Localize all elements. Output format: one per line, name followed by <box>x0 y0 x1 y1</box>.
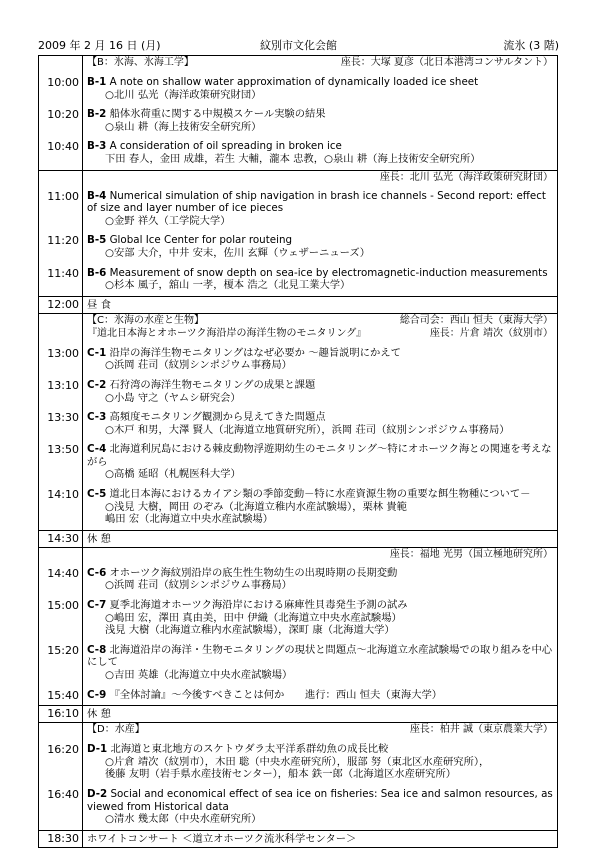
talk-authors: 後藤 友明（岩手県水産技術センター），船本 鉄一郎（北海道区水産研究所） <box>105 768 457 781</box>
talk-authors: 浅見 大樹（北海道立稚内水産試験場），深町 康（北海道大学） <box>105 624 395 637</box>
talk-code: B-6 <box>87 266 107 279</box>
talk-code: C-5 <box>87 488 107 501</box>
page-header <box>38 38 559 54</box>
content-cell <box>83 73 558 105</box>
header-venue: 紋別市文化会館 <box>260 39 337 52</box>
content-cell <box>83 105 558 137</box>
schedule-row <box>39 723 558 741</box>
content-cell <box>83 264 558 297</box>
session-header <box>87 315 553 328</box>
content-cell <box>83 376 558 408</box>
time-label: 14:10 <box>47 488 79 502</box>
talk-authors: ○浜岡 荘司（紋別シンポジウム事務局） <box>105 359 292 372</box>
time-cell <box>39 686 83 706</box>
content-cell <box>83 313 558 344</box>
talk-title <box>87 190 553 215</box>
content-cell <box>83 187 558 232</box>
talk-authors: ○北川 弘光（海洋政策研究財団） <box>105 88 262 101</box>
time-cell <box>39 530 83 547</box>
schedule-row <box>39 530 558 547</box>
time-cell <box>39 187 83 232</box>
schedule-row <box>39 264 558 297</box>
talk-title <box>87 488 553 501</box>
session-chair: 座長：柏井 誠（東京農業大学） <box>409 724 553 736</box>
time-cell <box>39 105 83 137</box>
talk-title <box>87 689 553 702</box>
talk-title <box>87 599 553 612</box>
talk-authors: ○高橋 延昭（札幌医科大学） <box>105 468 241 481</box>
time-cell <box>39 564 83 596</box>
time-label: 13:30 <box>47 411 79 425</box>
schedule-row <box>39 830 558 847</box>
session-chair: 総合司会：西山 恒夫（東海大学） <box>399 314 553 326</box>
talk-authors: ○浅見 大樹，岡田 のぞみ（北海道立稚内水産試験場），栗林 貴範 <box>105 500 407 513</box>
schedule-row <box>39 485 558 530</box>
talk-title-text: 北海道利尻島における棘皮動物浮遊期幼生のモニタリング～特にオホーツク海との関連を考えながら <box>87 443 552 468</box>
talk-title-text: A note on shallow water approximation of dynamically loaded ice sheet <box>109 76 479 88</box>
time-cell <box>39 408 83 440</box>
session-subheader <box>87 328 553 341</box>
content-cell <box>83 170 558 187</box>
time-cell <box>39 231 83 263</box>
schedule-row <box>39 296 558 313</box>
talk-authors: ○杉本 風子，舘山 一孝，榎本 浩之（北見工業大学） <box>105 279 351 292</box>
content-cell <box>83 641 558 686</box>
time-label: 14:30 <box>47 531 79 545</box>
talk-authors: ○嶋田 宏，澤田 真由美，田中 伊織（北海道立中央水産試験場） <box>105 611 402 624</box>
time-cell <box>39 723 83 741</box>
talk-title-text: 北海道沿岸の海洋・生物モニタリングの現状と問題点～北海道立水産試験場での取り組みを中心にして <box>87 643 553 669</box>
content-cell <box>83 56 558 74</box>
schedule-row <box>39 313 558 344</box>
talk-title-text: 夏季北海道オホーツク海沿岸における麻痺性貝毒発生予測の試み <box>109 599 408 612</box>
talk-title <box>87 567 553 580</box>
schedule-row <box>39 73 558 105</box>
time-cell <box>39 485 83 530</box>
time-label: 11:20 <box>47 234 79 248</box>
talk-code: B-2 <box>87 108 107 121</box>
content-cell <box>83 740 558 785</box>
time-label: 11:40 <box>47 266 79 280</box>
talk-title <box>87 140 553 153</box>
time-cell <box>39 785 83 830</box>
content-cell <box>83 706 558 723</box>
talk-authors: ○吉田 英雄（北海道立中央水産試験場） <box>105 669 293 681</box>
talk-authors: ○清水 幾太郎（中央水産研究所） <box>105 813 262 826</box>
time-label: 11:00 <box>47 189 79 203</box>
time-cell <box>39 440 83 485</box>
content-cell <box>83 440 558 485</box>
schedule-row <box>39 344 558 376</box>
break-label: 昼 食 <box>87 298 111 311</box>
time-label: 16:40 <box>47 787 79 801</box>
content-cell <box>83 596 558 641</box>
talk-code: B-5 <box>87 234 107 247</box>
break-label: 休 憩 <box>87 708 111 721</box>
talk-title-text: Measurement of snow depth on sea-ice by electromagnetic-induction measurements <box>109 266 548 279</box>
content-cell <box>83 564 558 596</box>
time-cell <box>39 170 83 187</box>
time-label: 10:40 <box>47 140 79 154</box>
talk-authors: 嶋田 宏（北海道立中央水産試験場） <box>105 513 274 526</box>
time-cell <box>39 740 83 785</box>
content-cell <box>83 231 558 263</box>
break-label: ホワイトコンサート ＜道立オホーツク流氷科学センター＞ <box>87 832 357 845</box>
content-cell <box>83 830 558 847</box>
talk-authors: ○安部 大介，中井 安末，佐川 玄輝（ウェザーニューズ） <box>105 246 371 259</box>
session-chair: 座長：北川 弘光（海洋政策研究財団） <box>379 171 553 183</box>
session-title: 【D：水産】 <box>87 724 145 736</box>
time-cell <box>39 264 83 297</box>
talk-title <box>87 108 553 121</box>
schedule-row <box>39 105 558 137</box>
content-cell <box>83 785 558 830</box>
schedule-row <box>39 596 558 641</box>
time-label: 13:10 <box>47 378 79 392</box>
time-label: 15:20 <box>47 643 79 657</box>
talk-code: B-3 <box>87 140 107 153</box>
header-room: 流氷 (3 階) <box>503 39 559 52</box>
talk-title-text: 『全体討論』～今後すべきことは何か 進行：西山 恒夫（東海大学） <box>109 688 443 701</box>
time-cell <box>39 641 83 686</box>
time-label: 16:10 <box>47 707 79 721</box>
talk-title <box>87 443 553 468</box>
time-cell <box>39 344 83 376</box>
talk-title-text: Numerical simulation of ship navigation in brash ice channels - Second report: effect of size and layer number of ice pieces <box>87 189 546 215</box>
time-label: 15:00 <box>47 599 79 613</box>
content-cell <box>83 723 558 741</box>
talk-authors: ○小島 守之（ヤムシ研究会） <box>105 391 241 404</box>
session-title: 【C：氷海の水産と生物】 <box>87 314 204 326</box>
talk-code: C-4 <box>87 443 107 456</box>
schedule-row <box>39 170 558 187</box>
talk-title <box>87 379 553 392</box>
talk-code: C-1 <box>87 346 107 359</box>
break-label: 休 憩 <box>87 532 111 545</box>
schedule-row <box>39 408 558 440</box>
talk-code: C-7 <box>87 599 107 612</box>
session-header <box>87 57 553 70</box>
time-label: 10:00 <box>47 76 79 89</box>
talk-title-text: 高頻度モニタリング観測から見えてきた問題点 <box>109 411 326 424</box>
talk-title-text: 船体氷荷重に関する中規模スケール実験の結果 <box>109 108 326 121</box>
header-date: 2009 年 2 月 16 日 (月) <box>38 39 161 52</box>
talk-title <box>87 76 553 89</box>
talk-code: C-2 <box>87 378 107 391</box>
content-cell <box>83 408 558 440</box>
time-cell <box>39 596 83 641</box>
talk-title <box>87 234 553 247</box>
talk-code: C-3 <box>87 411 107 424</box>
talk-title <box>87 788 553 813</box>
talk-title-text: Global Ice Center for polar routeing <box>109 234 293 247</box>
content-cell <box>83 547 558 564</box>
content-cell <box>83 485 558 530</box>
schedule-row <box>39 440 558 485</box>
content-cell <box>83 296 558 313</box>
schedule-row <box>39 231 558 263</box>
talk-authors: ○木戸 和男，大澤 賢人（北海道立地質研究所），浜岡 荘司（紋別シンポジウム事務局） <box>105 423 510 436</box>
time-label: 15:40 <box>47 688 79 702</box>
time-cell <box>39 313 83 344</box>
talk-code: C-9 <box>87 688 107 701</box>
time-label: 12:00 <box>47 297 79 311</box>
time-cell <box>39 296 83 313</box>
talk-title-text: 沿岸の海洋生物モニタリングはなぜ必要か ～趣旨説明にかえて <box>109 346 401 359</box>
schedule-row <box>39 641 558 686</box>
schedule-row <box>39 547 558 564</box>
schedule-row <box>39 376 558 408</box>
talk-authors: 下田 春人，金田 成雄，若生 大輔，瀧本 忠教，○泉山 耕（海上技術安全研究所） <box>105 152 481 165</box>
time-cell <box>39 376 83 408</box>
time-cell <box>39 56 83 74</box>
time-cell <box>39 830 83 847</box>
content-cell <box>83 686 558 706</box>
time-cell <box>39 137 83 170</box>
talk-authors: ○泉山 耕（海上技術安全研究所） <box>105 120 262 133</box>
time-label: 18:30 <box>47 831 79 845</box>
talk-code: D-1 <box>87 743 108 756</box>
talk-title-text: A consideration of oil spreading in broken ice <box>109 140 342 153</box>
schedule-row <box>39 740 558 785</box>
talk-title-text: 北海道と東北地方のスケトウダラ太平洋系群幼魚の成長比較 <box>110 743 389 756</box>
schedule-row <box>39 706 558 723</box>
content-cell <box>83 344 558 376</box>
time-label: 13:50 <box>47 443 79 457</box>
talk-authors: ○片倉 靖次（紋別市），木田 聡（中央水産研究所），服部 努（東北区水産研究所）， <box>105 755 490 768</box>
time-label: 16:20 <box>47 743 79 757</box>
talk-title-text: 石狩湾の海洋生物モニタリングの成果と課題 <box>109 378 316 391</box>
talk-title <box>87 411 553 424</box>
content-cell <box>83 530 558 547</box>
time-cell <box>39 73 83 105</box>
schedule-row <box>39 564 558 596</box>
schedule-row <box>39 785 558 830</box>
time-cell <box>39 706 83 723</box>
talk-title <box>87 267 553 280</box>
schedule-row <box>39 56 558 74</box>
time-label: 10:20 <box>47 108 79 122</box>
time-label: 14:40 <box>47 566 79 580</box>
session-subtitle: 『道北日本海とオホーツク海沿岸の海洋生物のモニタリング』 <box>87 327 367 339</box>
talk-code: B-4 <box>87 189 107 202</box>
session-chair: 座長：大塚 夏彦（北日本港湾コンサルタント） <box>340 57 553 68</box>
time-cell <box>39 547 83 564</box>
session-chair: 座長：福地 光男（国立極地研究所） <box>389 548 553 560</box>
talk-code: D-2 <box>87 787 108 800</box>
schedule-row <box>39 686 558 706</box>
talk-title-text: Social and economical effect of sea ice on fisheries: Sea ice and salmon resources, as viewed from Historical data <box>87 787 553 813</box>
talk-code: C-6 <box>87 566 107 579</box>
talk-title <box>87 644 553 669</box>
talk-title <box>87 743 553 756</box>
talk-title-text: オホーツク海紋別沿岸の底生性生物幼生の出現時期の長期変動 <box>109 566 398 579</box>
talk-code: C-8 <box>87 643 107 656</box>
session-subchair: 座長：片倉 靖次（紋別市） <box>429 327 553 339</box>
schedule-row <box>39 137 558 170</box>
session-title: 【B：氷海、氷海工学】 <box>87 57 194 68</box>
talk-code: B-1 <box>87 76 107 88</box>
talk-authors: ○金野 祥久（工学院大学） <box>105 214 231 227</box>
talk-title <box>87 347 553 360</box>
time-label: 13:00 <box>47 346 79 360</box>
talk-authors: ○浜岡 荘司（紋別シンポジウム事務局） <box>105 579 292 592</box>
schedule-row <box>39 187 558 232</box>
talk-title-text: 道北日本海におけるカイアシ類の季節変動－特に水産資源生物の重要な餌生物種について－ <box>109 488 531 501</box>
content-cell <box>83 137 558 170</box>
schedule-table <box>38 55 558 848</box>
session-header <box>87 724 553 737</box>
